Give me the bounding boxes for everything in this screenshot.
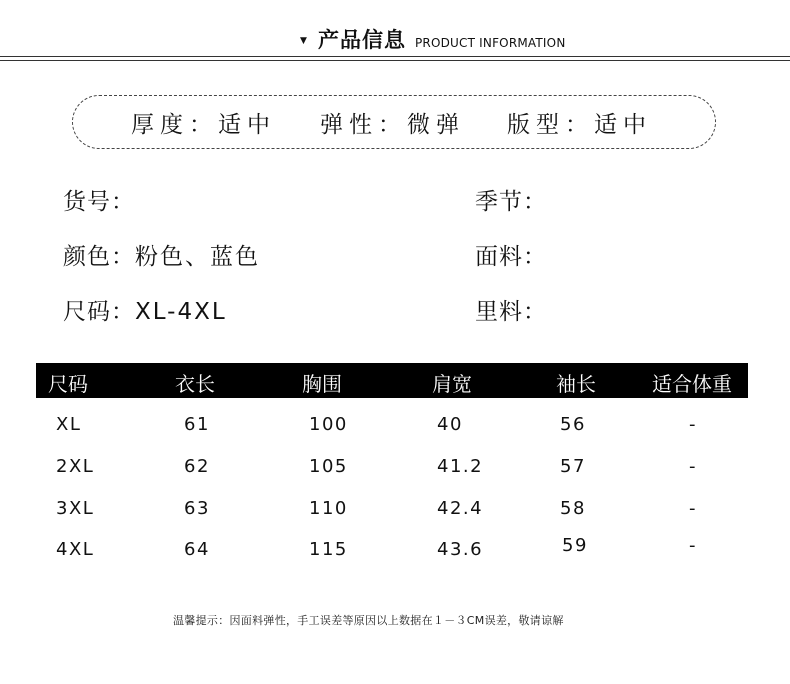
table-cell: - [689, 456, 697, 477]
info-color-value: 粉色、蓝色 [135, 244, 260, 270]
info-sku-label: 货号： [63, 189, 135, 215]
info-color-label: 颜色： [63, 244, 135, 270]
table-cell: 42.4 [437, 498, 484, 519]
spec-elasticity-value: 微弹 [407, 112, 465, 138]
spec-fit-value: 适中 [594, 112, 652, 138]
spec-thickness [131, 106, 276, 139]
table-cell: - [689, 535, 697, 556]
table-cell: 56 [560, 414, 586, 435]
info-color [63, 238, 260, 271]
info-lining [475, 293, 547, 326]
table-cell: - [689, 414, 697, 435]
table-cell: 61 [184, 414, 210, 435]
table-cell: 62 [184, 456, 210, 477]
info-size-label: 尺码： [63, 299, 135, 325]
table-cell: 64 [184, 539, 210, 560]
table-cell: 3XL [56, 498, 95, 519]
spec-elasticity [320, 106, 465, 139]
size-table-header [36, 363, 748, 398]
info-fabric-label: 面料： [475, 244, 547, 270]
table-cell: 57 [560, 456, 586, 477]
table-cell: 59 [562, 535, 588, 556]
col-header-weight: 适合体重 [652, 372, 732, 396]
table-cell: 43.6 [437, 539, 484, 560]
table-cell: 105 [309, 456, 348, 477]
table-cell: - [689, 498, 697, 519]
table-cell: 100 [309, 414, 348, 435]
section-title-en: PRODUCT INFORMATION [415, 36, 566, 50]
info-season-label: 季节： [475, 189, 547, 215]
section-header [0, 22, 790, 58]
spec-elasticity-label: 弹性： [320, 112, 407, 138]
sizing-tolerance-note: 温馨提示：因面料弹性，手工误差等原因以上数据在１－３CM误差，敬请谅解 [173, 614, 564, 627]
table-cell: 4XL [56, 539, 95, 560]
section-title-cn: 产品信息 [318, 28, 406, 52]
spec-thickness-label: 厚度： [131, 112, 218, 138]
table-cell: 115 [309, 539, 348, 560]
info-sku [63, 183, 135, 216]
spec-fit [507, 106, 652, 139]
info-lining-label: 里料： [475, 299, 547, 325]
table-cell: 110 [309, 498, 348, 519]
col-header-shoulder: 肩宽 [432, 372, 472, 396]
info-fabric [475, 238, 547, 271]
spec-summary-box [72, 95, 716, 149]
info-size [63, 293, 227, 326]
table-cell: 2XL [56, 456, 95, 477]
table-cell: 40 [437, 414, 463, 435]
table-cell: 63 [184, 498, 210, 519]
header-divider-top [0, 56, 790, 57]
table-cell: 41.2 [437, 456, 484, 477]
table-cell: XL [56, 414, 82, 435]
info-season [475, 183, 547, 216]
header-divider-bottom [0, 60, 790, 61]
col-header-sleeve: 袖长 [556, 372, 596, 396]
col-header-length: 衣长 [175, 372, 215, 396]
table-cell: 58 [560, 498, 586, 519]
info-size-value: XL-4XL [135, 299, 227, 325]
triangle-down-icon: ▼ [300, 36, 307, 46]
col-header-chest: 胸围 [302, 372, 342, 396]
col-header-size: 尺码 [48, 372, 88, 396]
spec-fit-label: 版型： [507, 112, 594, 138]
spec-thickness-value: 适中 [218, 112, 276, 138]
